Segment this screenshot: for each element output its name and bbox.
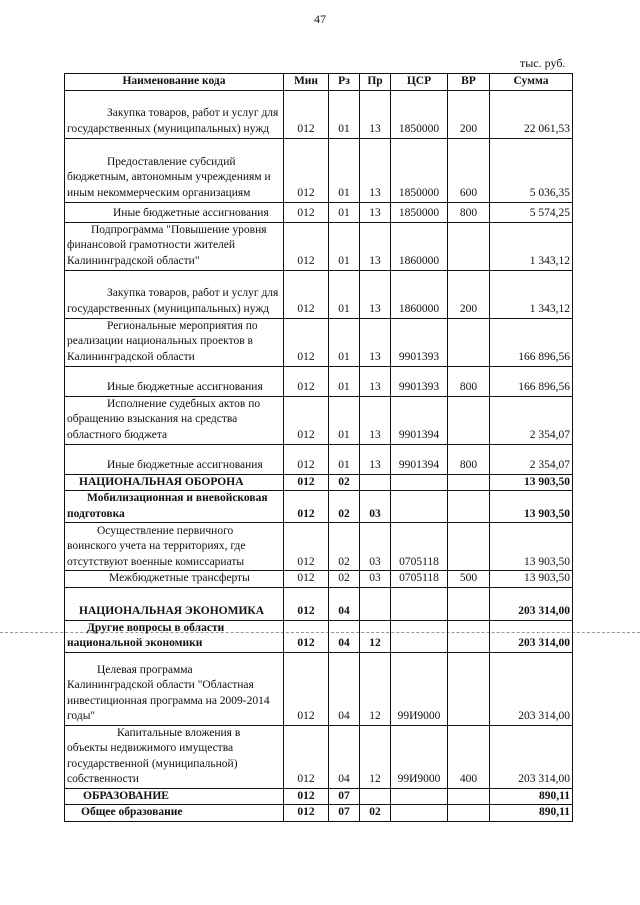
cell-name: Предоставление субсидий бюджетным, автономным учреждениям и иным некоммерческим организациям bbox=[65, 138, 284, 202]
table-row bbox=[65, 788, 573, 805]
cell-rz: 02 bbox=[329, 474, 360, 491]
table-row bbox=[65, 805, 573, 822]
cell-vr: 800 bbox=[448, 444, 490, 474]
cell-name: Осуществление первичного воинского учета на территориях, где отсутствуют военные комиссариаты bbox=[65, 523, 284, 571]
cell-csr bbox=[391, 805, 448, 822]
cell-name: НАЦИОНАЛЬНАЯ ОБОРОНА bbox=[65, 474, 284, 491]
cell-name: Межбюджетные трансферты bbox=[65, 571, 284, 588]
table-row bbox=[65, 366, 573, 396]
cell-name: Подпрограмма "Повышение уровня финансовой грамотности жителей Калининградской области" bbox=[65, 222, 284, 270]
cell-name: Целевая программа Калининградской области "Областная инвестиционная программа на 2009-2014 годы" bbox=[65, 652, 284, 725]
cell-vr: 200 bbox=[448, 90, 490, 138]
table-row bbox=[65, 652, 573, 725]
cell-sum: 166 896,56 bbox=[490, 366, 573, 396]
cell-name: Общее образование bbox=[65, 805, 284, 822]
cell-pr: 13 bbox=[360, 444, 391, 474]
cell-csr bbox=[391, 491, 448, 523]
cell-pr bbox=[360, 788, 391, 805]
cell-vr: 800 bbox=[448, 366, 490, 396]
cell-rz: 01 bbox=[329, 396, 360, 444]
cell-name: Иные бюджетные ассигнования bbox=[65, 444, 284, 474]
cell-csr: 0705118 bbox=[391, 523, 448, 571]
cell-sum: 2 354,07 bbox=[490, 444, 573, 474]
unit-label: тыс. руб. bbox=[520, 56, 566, 70]
cell-pr: 13 bbox=[360, 202, 391, 222]
cell-name: Закупка товаров, работ и услуг для государственных (муниципальных) нужд bbox=[65, 90, 284, 138]
cell-pr: 13 bbox=[360, 318, 391, 366]
cell-csr: 0705118 bbox=[391, 571, 448, 588]
cell-csr: 1850000 bbox=[391, 138, 448, 202]
cell-rz: 04 bbox=[329, 725, 360, 788]
table-row bbox=[65, 725, 573, 788]
cell-name: Иные бюджетные ассигнования bbox=[65, 202, 284, 222]
cell-vr: 200 bbox=[448, 270, 490, 318]
cell-rz: 04 bbox=[329, 587, 360, 620]
cell-min: 012 bbox=[284, 270, 329, 318]
cell-name: ОБРАЗОВАНИЕ bbox=[65, 788, 284, 805]
cell-min: 012 bbox=[284, 805, 329, 822]
cell-pr: 03 bbox=[360, 571, 391, 588]
cell-csr bbox=[391, 474, 448, 491]
cell-pr bbox=[360, 587, 391, 620]
table-row bbox=[65, 138, 573, 202]
cell-name: Мобилизационная и вневойсковая подготовка bbox=[65, 491, 284, 523]
table-row bbox=[65, 523, 573, 571]
cell-sum: 203 314,00 bbox=[490, 620, 573, 652]
table-row bbox=[65, 90, 573, 138]
cell-pr: 03 bbox=[360, 491, 391, 523]
cell-pr: 13 bbox=[360, 138, 391, 202]
cell-vr bbox=[448, 523, 490, 571]
cell-sum: 890,11 bbox=[490, 805, 573, 822]
cell-vr bbox=[448, 620, 490, 652]
cell-min: 012 bbox=[284, 444, 329, 474]
cell-vr bbox=[448, 788, 490, 805]
cell-vr bbox=[448, 491, 490, 523]
table-row bbox=[65, 474, 573, 491]
cell-vr bbox=[448, 474, 490, 491]
cell-pr: 02 bbox=[360, 805, 391, 822]
cell-vr: 400 bbox=[448, 725, 490, 788]
cell-vr bbox=[448, 396, 490, 444]
cell-min: 012 bbox=[284, 366, 329, 396]
table-row bbox=[65, 318, 573, 366]
cell-rz: 01 bbox=[329, 270, 360, 318]
table-row bbox=[65, 202, 573, 222]
table-row bbox=[65, 222, 573, 270]
cell-vr: 600 bbox=[448, 138, 490, 202]
cell-csr bbox=[391, 587, 448, 620]
cell-sum: 5 574,25 bbox=[490, 202, 573, 222]
cell-csr: 9901393 bbox=[391, 366, 448, 396]
cell-min: 012 bbox=[284, 318, 329, 366]
cell-rz: 02 bbox=[329, 491, 360, 523]
cell-csr: 9901394 bbox=[391, 396, 448, 444]
header-name: Наименование кода bbox=[65, 74, 284, 91]
cell-pr: 03 bbox=[360, 523, 391, 571]
cell-sum: 203 314,00 bbox=[490, 587, 573, 620]
cell-pr: 12 bbox=[360, 725, 391, 788]
table-header-row bbox=[65, 74, 573, 91]
cell-pr bbox=[360, 474, 391, 491]
cell-csr: 9901394 bbox=[391, 444, 448, 474]
cell-sum: 203 314,00 bbox=[490, 725, 573, 788]
header-vr: ВР bbox=[448, 74, 490, 91]
cell-name: Другие вопросы в области национальной экономики bbox=[65, 620, 284, 652]
header-sum: Сумма bbox=[490, 74, 573, 91]
cell-sum: 5 036,35 bbox=[490, 138, 573, 202]
cell-rz: 01 bbox=[329, 138, 360, 202]
header-min: Мин bbox=[284, 74, 329, 91]
cell-sum: 1 343,12 bbox=[490, 270, 573, 318]
cell-min: 012 bbox=[284, 725, 329, 788]
cell-rz: 01 bbox=[329, 90, 360, 138]
cell-csr: 1860000 bbox=[391, 270, 448, 318]
cell-vr bbox=[448, 318, 490, 366]
cell-rz: 01 bbox=[329, 202, 360, 222]
cell-pr: 13 bbox=[360, 270, 391, 318]
cell-name: Иные бюджетные ассигнования bbox=[65, 366, 284, 396]
cell-rz: 01 bbox=[329, 366, 360, 396]
cell-min: 012 bbox=[284, 491, 329, 523]
cell-name: НАЦИОНАЛЬНАЯ ЭКОНОМИКА bbox=[65, 587, 284, 620]
header-pr: Пр bbox=[360, 74, 391, 91]
cell-min: 012 bbox=[284, 474, 329, 491]
cell-rz: 01 bbox=[329, 222, 360, 270]
cell-name: Региональные мероприятия по реализации национальных проектов в Калининградской области bbox=[65, 318, 284, 366]
cell-pr: 13 bbox=[360, 366, 391, 396]
cell-rz: 04 bbox=[329, 620, 360, 652]
table-row bbox=[65, 620, 573, 652]
cell-sum: 166 896,56 bbox=[490, 318, 573, 366]
cell-sum: 13 903,50 bbox=[490, 491, 573, 523]
cell-sum: 1 343,12 bbox=[490, 222, 573, 270]
cell-rz: 07 bbox=[329, 788, 360, 805]
table-row bbox=[65, 491, 573, 523]
table-row bbox=[65, 571, 573, 588]
cell-min: 012 bbox=[284, 523, 329, 571]
cell-vr bbox=[448, 222, 490, 270]
cell-name: Капитальные вложения в объекты недвижимого имущества государственной (муниципальной) собственности bbox=[65, 725, 284, 788]
cell-csr: 99И9000 bbox=[391, 725, 448, 788]
header-rz: Рз bbox=[329, 74, 360, 91]
cell-csr: 99И9000 bbox=[391, 652, 448, 725]
table-row bbox=[65, 444, 573, 474]
cell-min: 012 bbox=[284, 571, 329, 588]
cell-min: 012 bbox=[284, 788, 329, 805]
cell-min: 012 bbox=[284, 620, 329, 652]
cell-vr: 500 bbox=[448, 571, 490, 588]
table-row bbox=[65, 396, 573, 444]
cell-pr: 13 bbox=[360, 222, 391, 270]
cell-name: Исполнение судебных актов по обращению взыскания на средства областного бюджета bbox=[65, 396, 284, 444]
cell-rz: 02 bbox=[329, 571, 360, 588]
cell-min: 012 bbox=[284, 652, 329, 725]
table-row bbox=[65, 270, 573, 318]
cell-sum: 13 903,50 bbox=[490, 474, 573, 491]
cell-min: 012 bbox=[284, 202, 329, 222]
page-number: 47 bbox=[314, 12, 326, 26]
cell-rz: 04 bbox=[329, 652, 360, 725]
cell-rz: 02 bbox=[329, 523, 360, 571]
cell-name: Закупка товаров, работ и услуг для государственных (муниципальных) нужд bbox=[65, 270, 284, 318]
cell-csr: 9901393 bbox=[391, 318, 448, 366]
cell-min: 012 bbox=[284, 138, 329, 202]
cell-csr bbox=[391, 788, 448, 805]
cell-min: 012 bbox=[284, 90, 329, 138]
cell-sum: 890,11 bbox=[490, 788, 573, 805]
cell-min: 012 bbox=[284, 587, 329, 620]
cell-rz: 01 bbox=[329, 444, 360, 474]
cell-sum: 13 903,50 bbox=[490, 571, 573, 588]
cell-min: 012 bbox=[284, 222, 329, 270]
cell-sum: 203 314,00 bbox=[490, 652, 573, 725]
cell-min: 012 bbox=[284, 396, 329, 444]
cell-csr bbox=[391, 620, 448, 652]
cell-sum: 13 903,50 bbox=[490, 523, 573, 571]
cell-pr: 12 bbox=[360, 652, 391, 725]
cell-csr: 1850000 bbox=[391, 202, 448, 222]
cell-vr bbox=[448, 587, 490, 620]
cell-vr bbox=[448, 805, 490, 822]
cell-sum: 2 354,07 bbox=[490, 396, 573, 444]
cell-pr: 13 bbox=[360, 90, 391, 138]
budget-table bbox=[64, 73, 573, 822]
cell-csr: 1860000 bbox=[391, 222, 448, 270]
table-row bbox=[65, 587, 573, 620]
cell-csr: 1850000 bbox=[391, 90, 448, 138]
cell-rz: 01 bbox=[329, 318, 360, 366]
cell-rz: 07 bbox=[329, 805, 360, 822]
cell-pr: 12 bbox=[360, 620, 391, 652]
cell-pr: 13 bbox=[360, 396, 391, 444]
cell-sum: 22 061,53 bbox=[490, 90, 573, 138]
cell-vr bbox=[448, 652, 490, 725]
cell-vr: 800 bbox=[448, 202, 490, 222]
header-csr: ЦСР bbox=[391, 74, 448, 91]
